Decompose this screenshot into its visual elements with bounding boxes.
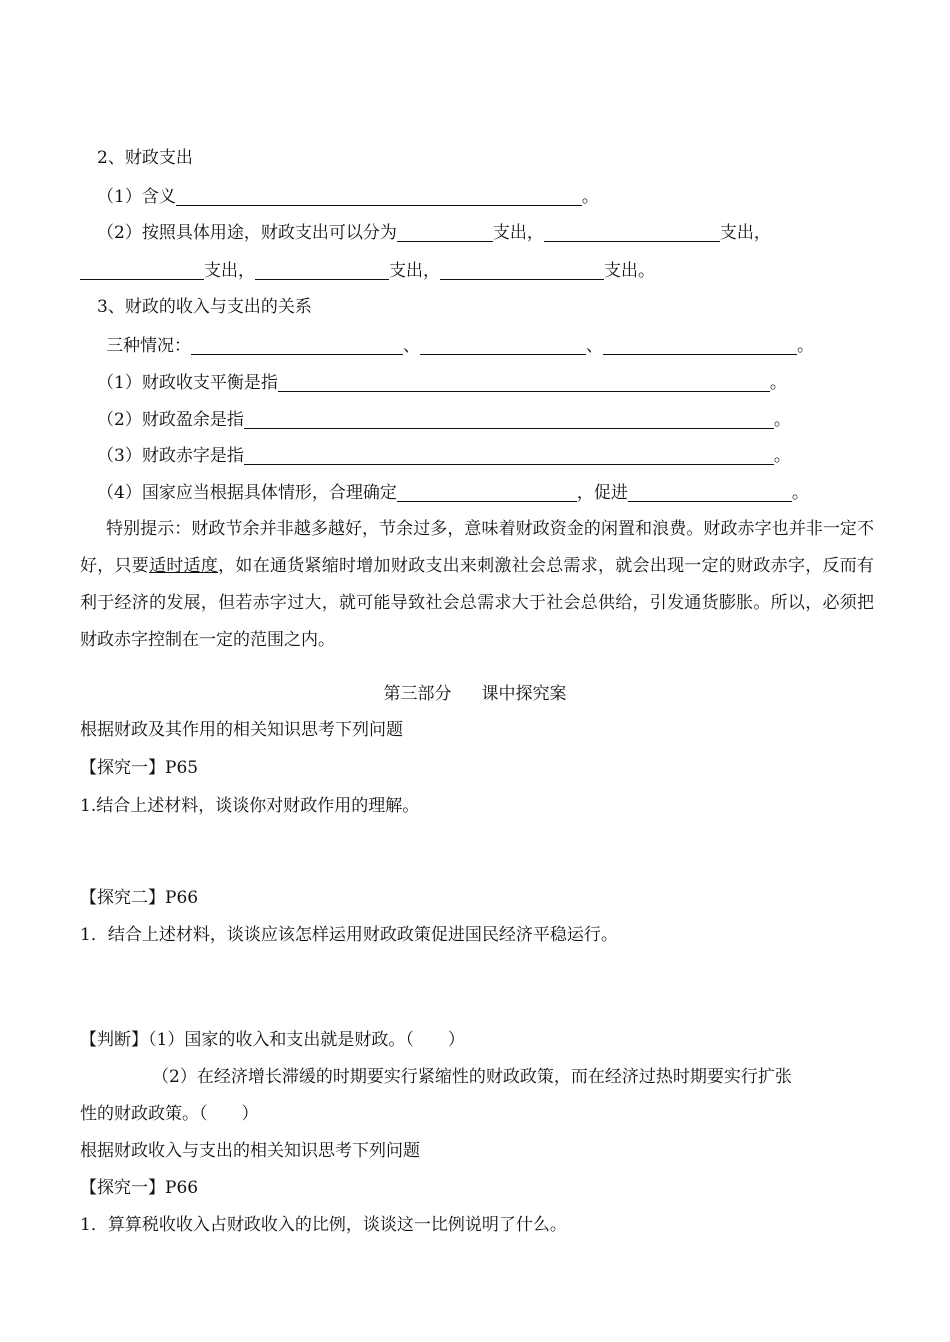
policy-blank-1[interactable] <box>397 484 577 502</box>
usage-intro: （2）按照具体用途，财政支出可以分为 <box>97 223 397 243</box>
situation-blank-1[interactable] <box>191 337 403 355</box>
section-3-title: 3、财政的收入与支出的关系 <box>97 297 312 317</box>
surplus-blank[interactable] <box>244 411 774 429</box>
special-tip: 特别提示：财政节余并非越多越好，节余过多，意味着财政资金的闲置和浪费。财政赤字也并非一定不好，只要适时适度，如在通货紧缩时增加财政支出来刺激社会总需求，就会出现一定的财政赤字，反而有利于经济的发展，但若赤字过大，就可能导致社会总需求大于社会总供给，引发通货膨胀。所以，必须把财政赤字控制在一定的范围之内。 <box>80 519 875 650</box>
meaning-line: （1）含义 。 <box>97 187 599 207</box>
balance-label: （1）财政收支平衡是指 <box>97 373 278 393</box>
tip-underlined: 适时适度 <box>149 556 219 576</box>
question-2: 1．结合上述材料，谈谈应该怎样运用财政政策促进国民经济平稳运行。 <box>80 925 618 945</box>
surplus-line: （2）财政盈余是指 。 <box>97 410 791 430</box>
balance-blank[interactable] <box>278 374 770 392</box>
part3-intro-1: 根据财政及其作用的相关知识思考下列问题 <box>80 720 403 740</box>
section-2-title: 2、财政支出 <box>97 148 193 168</box>
policy-line: （4）国家应当根据具体情形，合理确定 ，促进 。 <box>97 483 809 503</box>
explore-3-label: 【探究一】P66 <box>80 1178 199 1198</box>
meaning-label: （1）含义 <box>97 187 176 207</box>
usage-blank-5[interactable] <box>440 262 604 280</box>
deficit-line: （3）财政赤字是指 。 <box>97 446 791 466</box>
usage-blank-1[interactable] <box>397 224 493 242</box>
situation-blank-3[interactable] <box>603 337 797 355</box>
policy-blank-2[interactable] <box>628 484 792 502</box>
judge-item-2b: 性的财政政策。（ ） <box>80 1104 259 1124</box>
explore-1-label: 【探究一】P65 <box>80 758 199 778</box>
judge-label: 【判断】 <box>80 1030 148 1050</box>
question-3: 1．算算税收收入占财政收入的比例，谈谈这一比例说明了什么。 <box>80 1215 567 1235</box>
usage-line-1: （2）按照具体用途，财政支出可以分为 支出， 支出， <box>97 223 771 243</box>
usage-blank-3[interactable] <box>80 262 204 280</box>
judge-line-1 <box>80 1032 465 1049</box>
part3-intro-2: 根据财政收入与支出的相关知识思考下列问题 <box>80 1141 420 1161</box>
usage-blank-2[interactable] <box>544 224 720 242</box>
situation-blank-2[interactable] <box>420 337 586 355</box>
usage-line-2: 支出， 支出， 支出。 <box>80 262 655 280</box>
judge-item-2a: （2）在经济增长滞缓的时期要实行紧缩性的财政政策，而在经济过热时期要实行扩张 <box>152 1067 792 1087</box>
question-1: 1.结合上述材料，谈谈你对财政作用的理解。 <box>80 796 420 816</box>
balance-line: （1）财政收支平衡是指 。 <box>97 373 787 393</box>
policy-label-a: （4）国家应当根据具体情形，合理确定 <box>97 483 397 503</box>
deficit-label: （3）财政赤字是指 <box>97 446 244 466</box>
meaning-blank[interactable] <box>176 188 582 206</box>
situations-label: 三种情况： <box>106 336 191 356</box>
judge-item-1: （1）国家的收入和支出就是财政。（ ） <box>148 1030 465 1050</box>
explore-2-label: 【探究二】P66 <box>80 888 199 908</box>
deficit-blank[interactable] <box>244 447 774 465</box>
part3-heading: 第三部分 课中探究案 <box>383 684 567 704</box>
surplus-label: （2）财政盈余是指 <box>97 410 244 430</box>
situations-line: 三种情况： 、 、 。 <box>106 336 814 356</box>
policy-label-b: ，促进 <box>576 483 628 503</box>
usage-blank-4[interactable] <box>255 262 389 280</box>
